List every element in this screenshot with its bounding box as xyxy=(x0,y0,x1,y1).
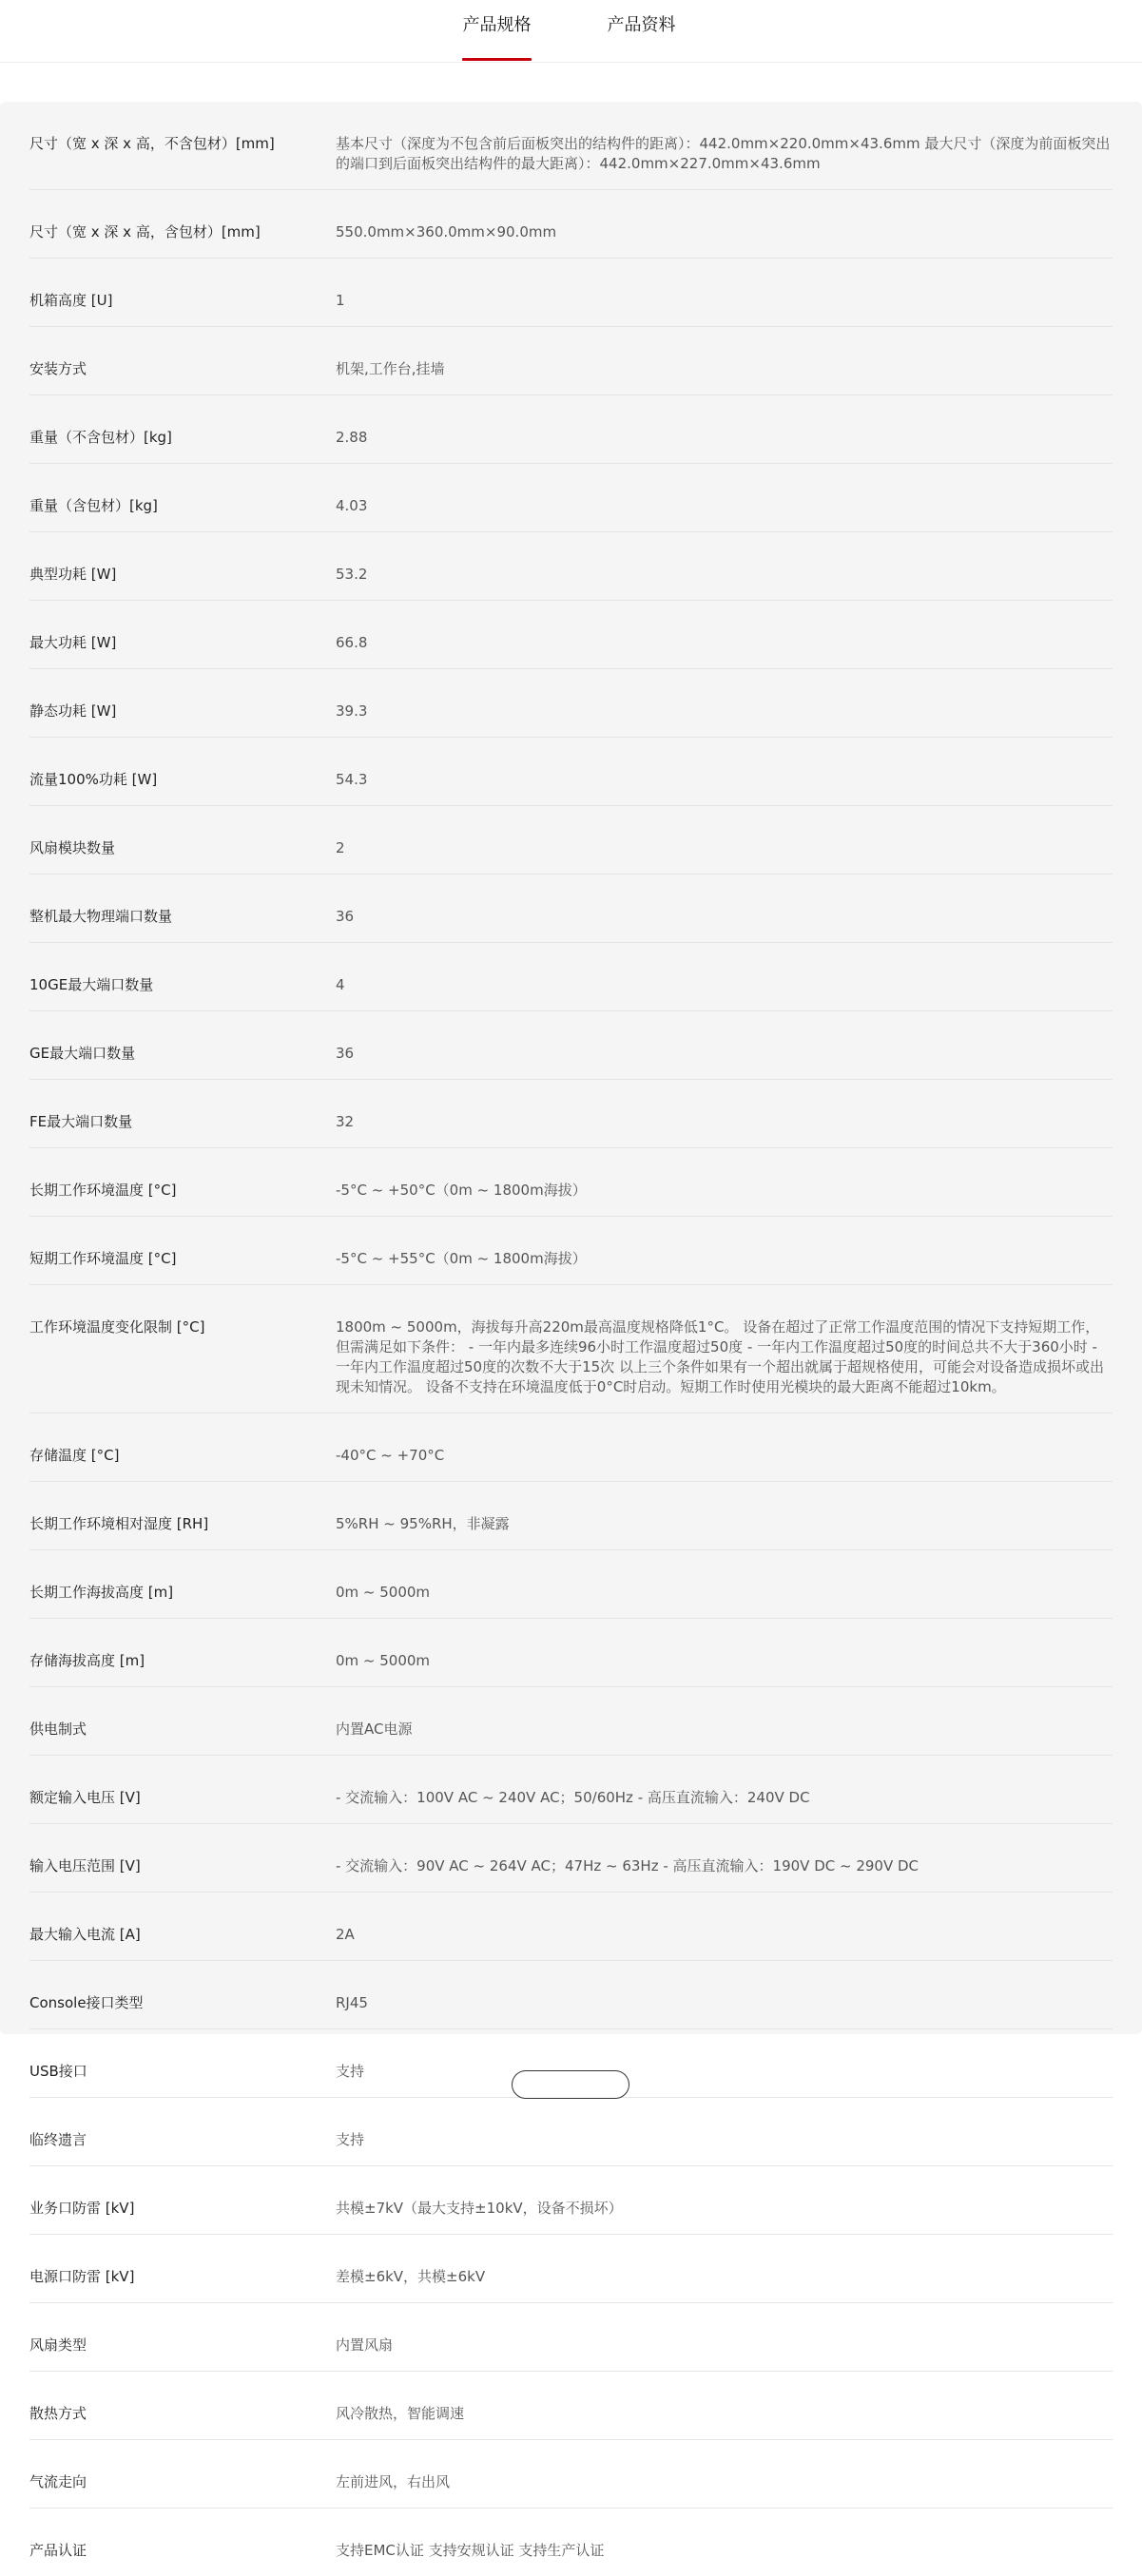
spec-label: 重量（含包材）[kg] xyxy=(29,497,158,514)
spec-value: 4.03 xyxy=(336,497,368,514)
spec-row xyxy=(29,1687,1113,1756)
spec-row xyxy=(29,1893,1113,1961)
spec-row xyxy=(29,1482,1113,1550)
spec-row xyxy=(29,1285,1113,1413)
spec-value: 机架,工作台,挂墙 xyxy=(336,360,445,377)
spec-row xyxy=(29,1217,1113,1285)
spec-label: GE最大端口数量 xyxy=(29,1045,136,1062)
spec-label: Console接口类型 xyxy=(29,1994,144,2011)
spec-row xyxy=(29,327,1113,395)
spec-value: 风冷散热，智能调速 xyxy=(336,2405,465,2422)
spec-value: 1800m ~ 5000m，海拔每升高220m最高温度规格降低1°C。 设备在超过了正常工作温度范围的情况下支持短期工作，但需满足如下条件： - 一年内最多连续96小时工作温度超过50度 - 一年内工作温度超过50度的时间总共不大于360小时 - 一年内工作温度超过50度的次数不大于15次 以上三个条件如果有一个超出就属于超规格使用，可能会对设备造成损坏或出现未知情况。 设备不支持在环境温度低于0°C时启动。短期工作时使用光模块的最大距离不能超过10km。 xyxy=(336,1318,1104,1395)
spec-value: 0m ~ 5000m xyxy=(336,1652,431,1669)
spec-value: 66.8 xyxy=(336,634,368,651)
spec-value: 内置AC电源 xyxy=(336,1721,413,1738)
tab-bar xyxy=(0,0,1142,63)
spec-row xyxy=(29,2372,1113,2440)
spec-label: 10GE最大端口数量 xyxy=(29,976,154,993)
spec-value: 左前进风，右出风 xyxy=(336,2473,451,2490)
spec-value: 53.2 xyxy=(336,566,368,583)
spec-label: 长期工作环境温度 [°C] xyxy=(29,1182,177,1199)
spec-label: 长期工作环境相对湿度 [RH] xyxy=(29,1515,209,1532)
spec-label: 工作环境温度变化限制 [°C] xyxy=(29,1318,205,1336)
spec-value: - 交流输入：90V AC ~ 264V AC；47Hz ~ 63Hz - 高压直流输入：190V DC ~ 290V DC xyxy=(336,1857,919,1874)
spec-row xyxy=(29,1619,1113,1687)
spec-value: 内置风扇 xyxy=(336,2336,394,2354)
spec-label: 额定输入电压 [V] xyxy=(29,1789,141,1806)
spec-row xyxy=(29,943,1113,1011)
spec-value: -5°C ~ +55°C（0m ~ 1800m海拔） xyxy=(336,1250,587,1267)
spec-label: USB接口 xyxy=(29,2063,87,2080)
spec-label: 临终遗言 xyxy=(29,2131,87,2148)
spec-value: 54.3 xyxy=(336,771,368,788)
spec-value: 基本尺寸（深度为不包含前后面板突出的结构件的距离）：442.0mm×220.0mm×43.6mm 最大尺寸（深度为前面板突出的端口到后面板突出结构件的最大距离）：442.0mm×227.0mm×43.6mm xyxy=(336,135,1111,172)
spec-label: FE最大端口数量 xyxy=(29,1113,133,1130)
spec-value: 39.3 xyxy=(336,702,368,720)
spec-row xyxy=(29,1824,1113,1893)
spec-row xyxy=(29,738,1113,806)
spec-value: 支持 xyxy=(336,2063,365,2080)
spec-label: 气流走向 xyxy=(29,2473,87,2490)
spec-label: 供电制式 xyxy=(29,1721,87,1738)
spec-value: 2A xyxy=(336,1926,355,1943)
spec-label: 电源口防雷 [kV] xyxy=(29,2268,135,2285)
spec-row xyxy=(29,806,1113,875)
spec-value: 差模±6kV，共模±6kV xyxy=(336,2268,486,2285)
spec-value: 共模±7kV（最大支持±10kV，设备不损坏） xyxy=(336,2200,623,2217)
spec-label: 最大功耗 [W] xyxy=(29,634,117,651)
spec-row xyxy=(29,875,1113,943)
spec-value: 5%RH ~ 95%RH，非凝露 xyxy=(336,1515,510,1532)
spec-value: 550.0mm×360.0mm×90.0mm xyxy=(336,223,557,240)
spec-label: 机箱高度 [U] xyxy=(29,292,113,309)
spec-row xyxy=(29,1011,1113,1080)
spec-row xyxy=(29,395,1113,464)
spec-label: 风扇模块数量 xyxy=(29,839,116,856)
spec-label: 静态功耗 [W] xyxy=(29,702,117,720)
spec-value: 0m ~ 5000m xyxy=(336,1584,431,1601)
spec-label: 整机最大物理端口数量 xyxy=(29,908,173,925)
spec-value: -40°C ~ +70°C xyxy=(336,1447,445,1464)
spec-label: 安装方式 xyxy=(29,360,87,377)
spec-label: 流量100%功耗 [W] xyxy=(29,771,158,788)
spec-label: 散热方式 xyxy=(29,2405,87,2422)
spec-value: 2.88 xyxy=(336,429,368,446)
spec-label: 业务口防雷 [kV] xyxy=(29,2200,135,2217)
spec-label: 短期工作环境温度 [°C] xyxy=(29,1250,177,1267)
spec-value: 支持EMC认证 支持安规认证 支持生产认证 xyxy=(336,2542,605,2559)
spec-label: 典型功耗 [W] xyxy=(29,566,117,583)
spec-label: 最大输入电流 [A] xyxy=(29,1926,141,1943)
spec-row xyxy=(29,1756,1113,1824)
spec-row xyxy=(29,102,1113,190)
spec-row xyxy=(29,1550,1113,1619)
spec-label: 长期工作海拔高度 [m] xyxy=(29,1584,174,1601)
active-tab-indicator xyxy=(462,58,532,61)
spec-value: 1 xyxy=(336,292,345,309)
tab-product-docs[interactable]: 产品资料 xyxy=(607,15,676,35)
spec-value: 32 xyxy=(336,1113,355,1130)
spec-value: - 交流输入：100V AC ~ 240V AC；50/60Hz - 高压直流输入：240V DC xyxy=(336,1789,810,1806)
spec-label: 产品认证 xyxy=(29,2542,87,2559)
spec-row xyxy=(29,2440,1113,2509)
spec-label: 存储温度 [°C] xyxy=(29,1447,120,1464)
spec-row xyxy=(29,532,1113,601)
spec-label: 风扇类型 xyxy=(29,2336,87,2354)
spec-row xyxy=(29,2509,1113,2576)
spec-row xyxy=(29,1413,1113,1482)
spec-row xyxy=(29,259,1113,327)
spec-value: RJ45 xyxy=(336,1994,368,2011)
spec-row xyxy=(29,2098,1113,2166)
spec-row xyxy=(29,464,1113,532)
tab-product-specs[interactable]: 产品规格 xyxy=(462,15,532,35)
spec-row xyxy=(29,1148,1113,1217)
spec-label: 输入电压范围 [V] xyxy=(29,1857,141,1874)
spec-value: 支持 xyxy=(336,2131,365,2148)
spec-row xyxy=(29,669,1113,738)
spec-row xyxy=(29,1961,1113,2029)
spec-value: 36 xyxy=(336,1045,355,1062)
spec-row xyxy=(29,190,1113,259)
spec-row xyxy=(29,2166,1113,2235)
spec-row xyxy=(29,1080,1113,1148)
spec-table xyxy=(0,102,1142,2559)
more-button[interactable] xyxy=(512,2070,629,2099)
spec-row xyxy=(29,2303,1113,2372)
spec-value: 36 xyxy=(336,908,355,925)
spec-value: 2 xyxy=(336,839,345,856)
spec-row xyxy=(29,601,1113,669)
spec-label: 尺寸（宽 x 深 x 高，不含包材）[mm] xyxy=(29,135,275,152)
spec-label: 存储海拔高度 [m] xyxy=(29,1652,145,1669)
spec-label: 重量（不含包材）[kg] xyxy=(29,429,172,446)
spec-value: -5°C ~ +50°C（0m ~ 1800m海拔） xyxy=(336,1182,587,1199)
spec-value: 4 xyxy=(336,976,345,993)
spec-label: 尺寸（宽 x 深 x 高，含包材）[mm] xyxy=(29,223,261,240)
spec-row xyxy=(29,2235,1113,2303)
